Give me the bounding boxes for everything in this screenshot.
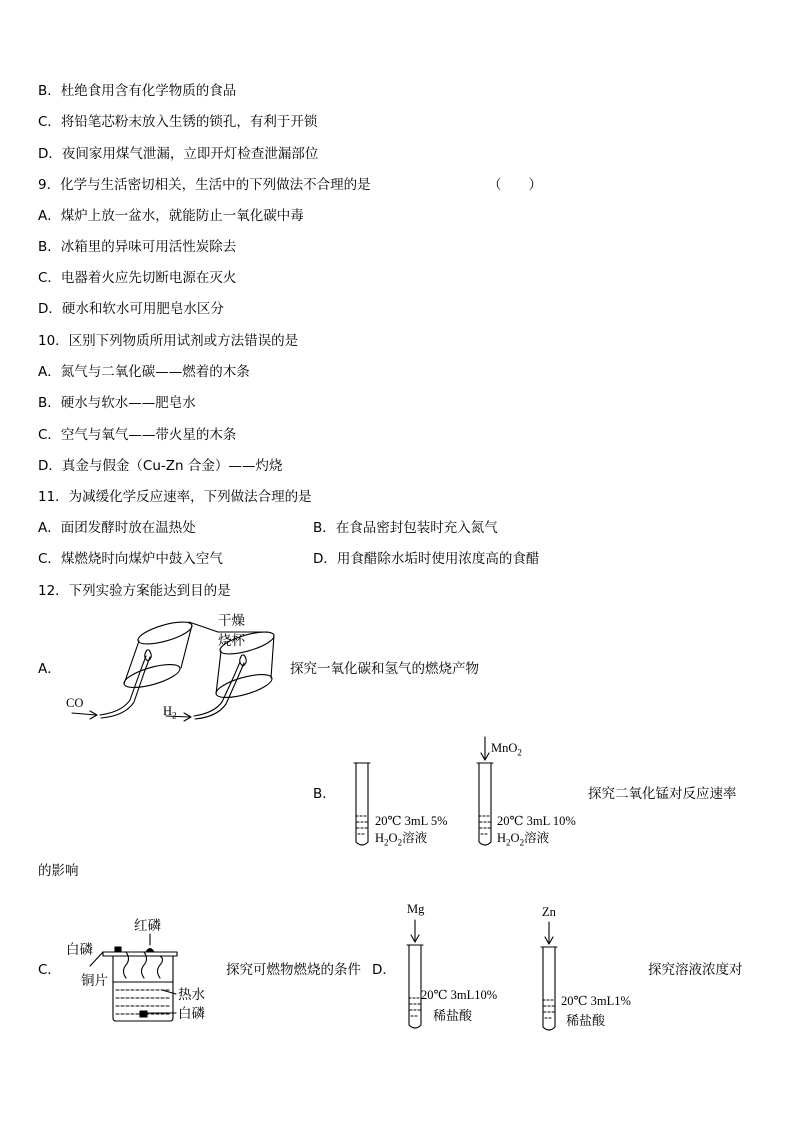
label-beaker: 烧杯 — [218, 633, 245, 649]
q11-option-d: D．用食醋除水垢时使用浓度高的食醋 — [313, 551, 540, 567]
label-leader-left — [189, 622, 218, 632]
q10-stem: 10．区别下列物质所用试剂或方法错误的是 — [38, 333, 299, 349]
label-white-phosphorus-bottom: 白磷 — [178, 1006, 205, 1022]
label-white-phosphorus-top: 白磷 — [66, 942, 93, 958]
q12-option-b-letter: B． — [313, 786, 336, 802]
label-tube2-solution: $H_2O_2$溶液 — [497, 831, 550, 848]
label-mg: Mg — [407, 902, 425, 916]
q12-option-b-text: 探究二氧化锰对反应速率 — [588, 786, 737, 802]
label-tube-mg-conditions: 20℃ 3mL10% — [421, 988, 498, 1002]
label-hot-water: 热水 — [178, 987, 205, 1003]
label-tube2-conditions: 20℃ 3mL 10% — [497, 814, 576, 828]
q10-option-c: C．空气与氧气——带火星的木条 — [38, 427, 237, 443]
q12-option-c-letter: C． — [38, 962, 61, 978]
label-tube-zn-acid: 稀盐酸 — [566, 1014, 606, 1029]
label-tube-zn-conditions: 20℃ 3mL1% — [561, 994, 631, 1008]
q12-stem: 12．下列实验方案能达到目的是 — [38, 583, 231, 599]
label-dry: 干燥 — [218, 613, 245, 629]
label-h2: $H_2$ — [163, 704, 177, 721]
q12-option-a-text: 探究一氧化碳和氢气的燃烧产物 — [290, 661, 479, 677]
label-co: CO — [66, 696, 84, 710]
q11-option-c: C．煤燃烧时向煤炉中鼓入空气 — [38, 551, 223, 567]
q11-option-a: A．面团发酵时放在温热处 — [38, 520, 196, 536]
q11-option-b: B．在食品密封包装时充入氮气 — [313, 520, 498, 536]
label-tube1-conditions: 20℃ 3mL 5% — [375, 814, 448, 828]
test-tube-mg — [407, 920, 423, 1028]
q8-option-c: C．将铅笔芯粉末放入生锈的锁孔，有利于开锁 — [38, 114, 318, 130]
q12-option-b-text-continued: 的影响 — [38, 863, 79, 879]
q9-option-b: B．冰箱里的异味可用活性炭除去 — [38, 239, 237, 255]
q10-option-d: D．真金与假金（Cu-Zn 合金）——灼烧 — [38, 458, 283, 474]
mno2-arrow — [481, 737, 489, 760]
label-tube1-solution: $H_2O_2$溶液 — [375, 831, 428, 848]
q9-answer-blank: （ ） — [488, 177, 542, 193]
q10-option-a: A．氮气与二氧化碳——燃着的木条 — [38, 364, 250, 380]
q12-option-a-letter: A． — [38, 661, 61, 677]
q11-stem: 11．为减缓化学反应速率，下列做法合理的是 — [38, 489, 312, 505]
label-copper-plate: 铜片 — [81, 973, 108, 989]
q9-option-d: D．硬水和软水可用肥皂水区分 — [38, 301, 224, 317]
q12-option-d-text: 探究溶液浓度对 — [648, 962, 743, 978]
q8-option-d: D．夜间家用煤气泄漏，立即开灯检查泄漏部位 — [38, 146, 319, 162]
label-tube-mg-acid: 稀盐酸 — [433, 1009, 473, 1024]
q12-option-c-text: 探究可燃物燃烧的条件 — [226, 962, 361, 978]
q12-option-d-letter: D． — [372, 962, 396, 978]
test-tube-5pct — [354, 763, 370, 845]
q9-option-a: A．煤炉上放一盆水，就能防止一氧化碳中毒 — [38, 208, 304, 224]
q9-option-c: C．电器着火应先切断电源在灭火 — [38, 270, 237, 286]
label-zn: Zn — [542, 905, 556, 919]
test-tube-10pct — [477, 763, 493, 845]
label-red-phosphorus: 红磷 — [134, 918, 161, 934]
q8-option-b: B．杜绝食用含有化学物质的食品 — [38, 83, 237, 99]
test-tube-zn — [541, 922, 557, 1030]
q10-option-b: B．硬水与软水——肥皂水 — [38, 395, 196, 411]
q9-stem: 9．化学与生活密切相关，生活中的下列做法不合理的是 — [38, 177, 371, 193]
label-mno2: MnO$_2$ — [491, 741, 522, 758]
